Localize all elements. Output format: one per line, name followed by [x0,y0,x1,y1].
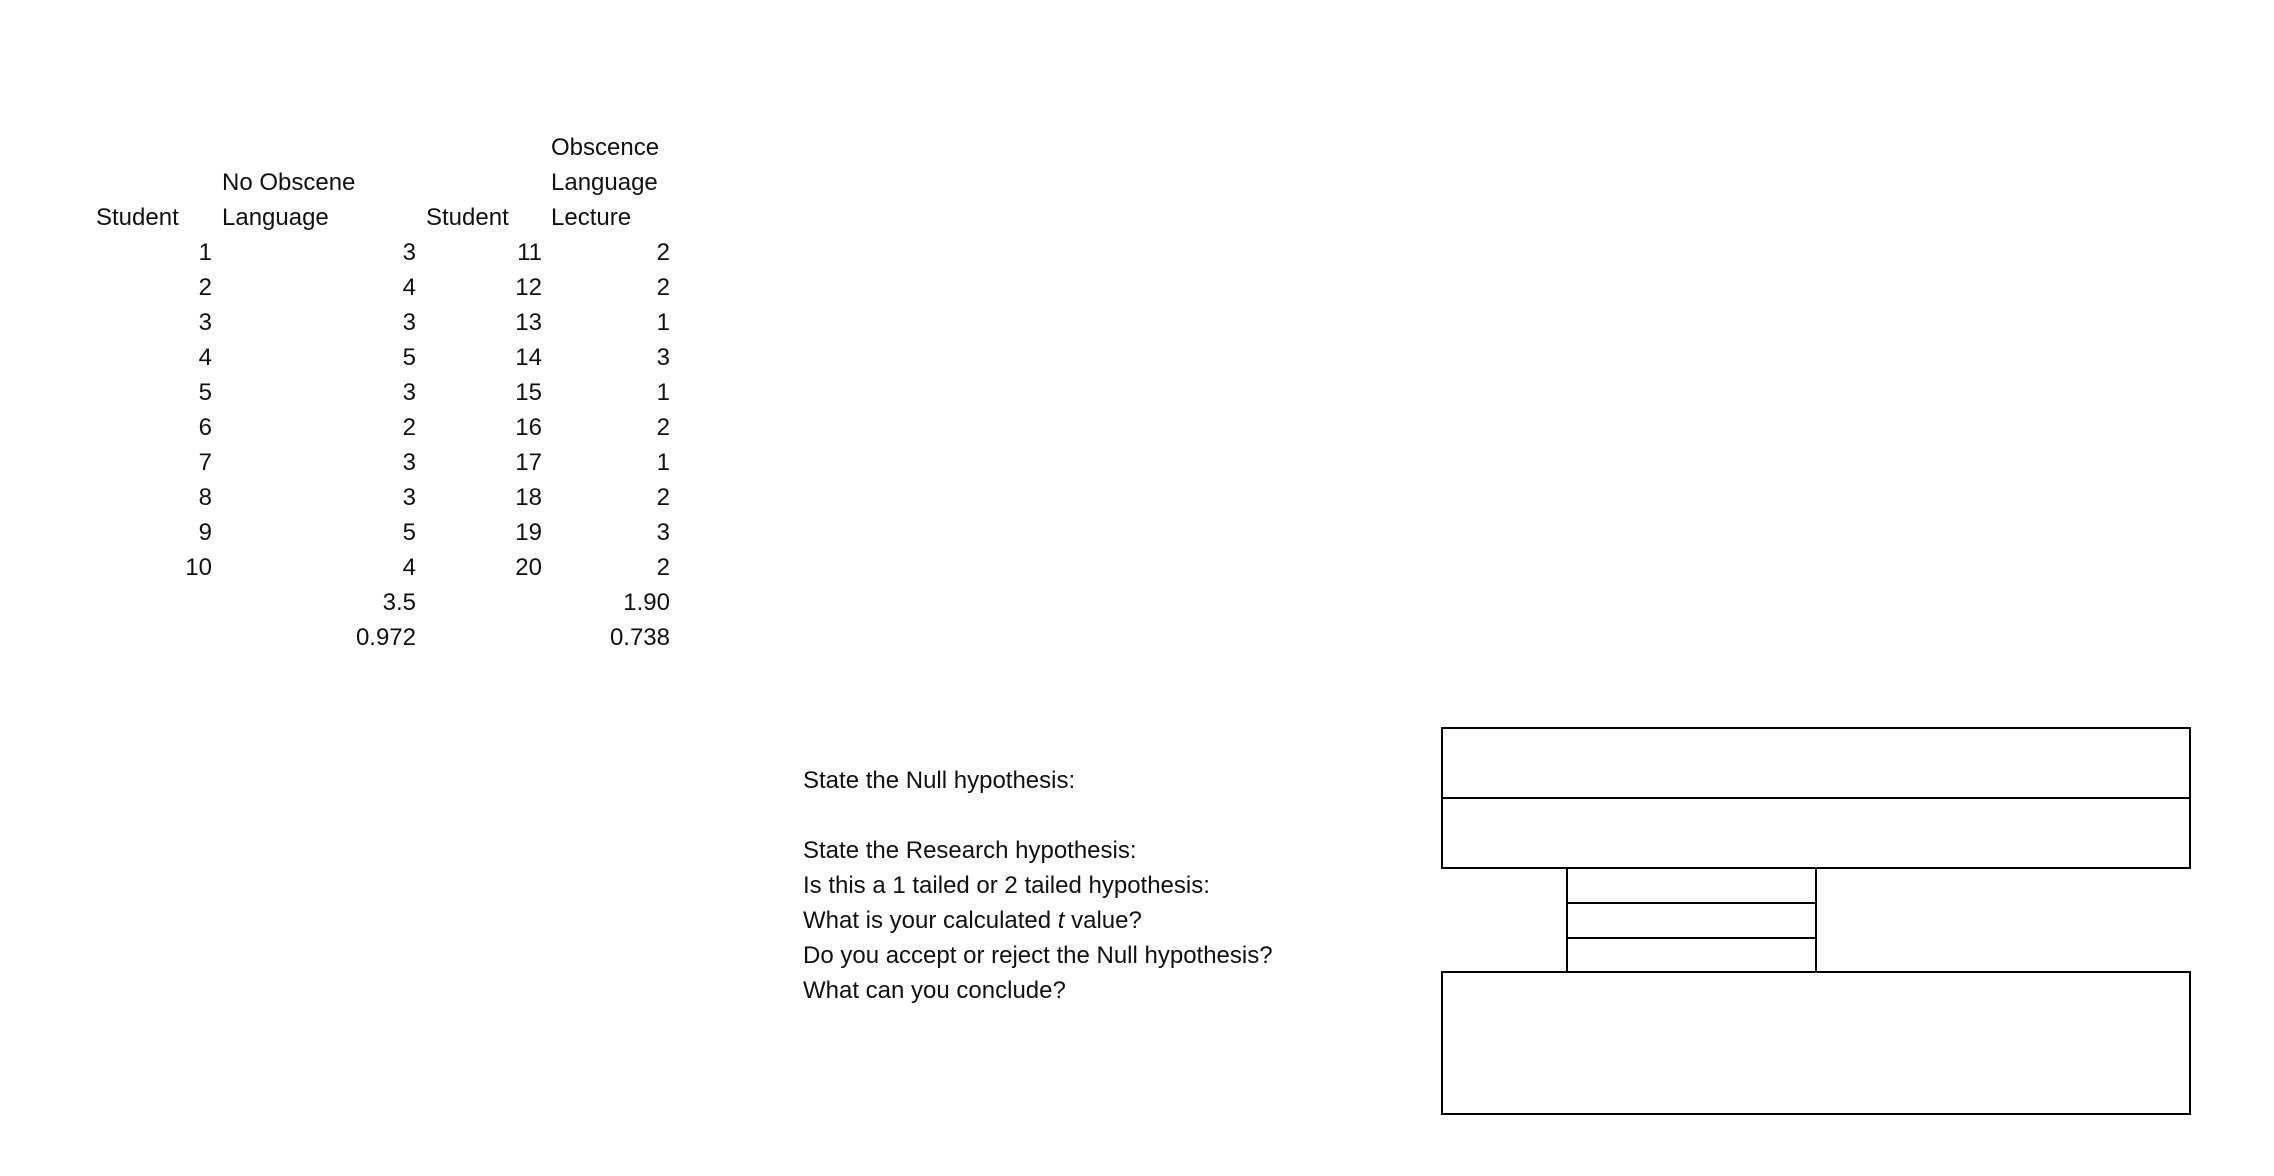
student-1-id: 8 [198,484,212,511]
no-obscene-score: 4 [402,274,416,301]
question-t-value-symbol: t [1057,907,1065,934]
header-obscene-line1: Obscence [551,134,660,161]
sd-no-obscene: 0.972 [355,624,416,651]
question-null-hypothesis: State the Null hypothesis: [803,767,1076,794]
question-accept-reject: Do you accept or reject the Null hypothesis? [803,942,1273,969]
question-t-value-suffix: value? [1064,907,1142,934]
student-2-id: 16 [515,414,542,441]
research-hypothesis-answer-box[interactable] [1441,797,2191,869]
student-2-id: 18 [515,484,542,511]
student-2-id: 19 [515,519,542,546]
header-no-obscene-line1: No Obscene [222,169,356,196]
student-1-id: 6 [198,414,212,441]
header-obscene-line2: Language [551,169,658,196]
student-2-id: 14 [515,344,542,371]
no-obscene-score: 2 [402,414,416,441]
obscene-score: 2 [656,484,670,511]
question-conclude: What can you conclude? [803,977,1066,1004]
obscene-score: 3 [656,344,670,371]
student-1-id: 4 [198,344,212,371]
no-obscene-score: 3 [402,449,416,476]
student-1-id: 5 [198,379,212,406]
student-1-id: 9 [198,519,212,546]
student-1-id: 3 [198,309,212,336]
obscene-score: 2 [656,554,670,581]
student-2-id: 17 [515,449,542,476]
conclusion-answer-box[interactable] [1441,971,2191,1115]
null-hypothesis-answer-box[interactable] [1441,727,2191,799]
student-2-id: 11 [517,239,542,266]
no-obscene-score: 3 [402,379,416,406]
student-2-id: 13 [515,309,542,336]
no-obscene-score: 5 [402,519,416,546]
no-obscene-score: 3 [402,239,416,266]
obscene-score: 3 [656,519,670,546]
student-1-id: 7 [198,449,212,476]
header-student-1: Student [96,204,179,231]
mean-no-obscene: 3.5 [382,589,416,616]
question-t-value-prefix: What is your calculated [803,907,1058,934]
student-1-id: 2 [198,274,212,301]
student-1-id: 10 [185,554,212,581]
accept-reject-answer-box[interactable] [1566,937,1817,973]
mean-obscene: 1.90 [623,589,670,616]
t-value-answer-box[interactable] [1566,902,1817,939]
obscene-score: 2 [656,414,670,441]
obscene-score: 2 [656,274,670,301]
tails-answer-box[interactable] [1566,867,1817,904]
obscene-score: 2 [656,239,670,266]
question-t-value [803,904,1142,937]
student-2-id: 12 [515,274,542,301]
student-2-id: 20 [515,554,542,581]
no-obscene-score: 3 [402,484,416,511]
student-2-id: 15 [515,379,542,406]
header-student-2: Student [426,204,509,231]
obscene-score: 1 [656,379,670,406]
header-obscene-line3: Lecture [551,204,632,231]
question-tails: Is this a 1 tailed or 2 tailed hypothesis: [803,872,1210,899]
obscene-score: 1 [656,449,670,476]
sd-obscene: 0.738 [609,624,670,651]
student-1-id: 1 [198,239,212,266]
no-obscene-score: 3 [402,309,416,336]
header-no-obscene-line2: Language [222,204,329,231]
no-obscene-score: 5 [402,344,416,371]
question-research-hypothesis: State the Research hypothesis: [803,837,1137,864]
no-obscene-score: 4 [402,554,416,581]
obscene-score: 1 [656,309,670,336]
